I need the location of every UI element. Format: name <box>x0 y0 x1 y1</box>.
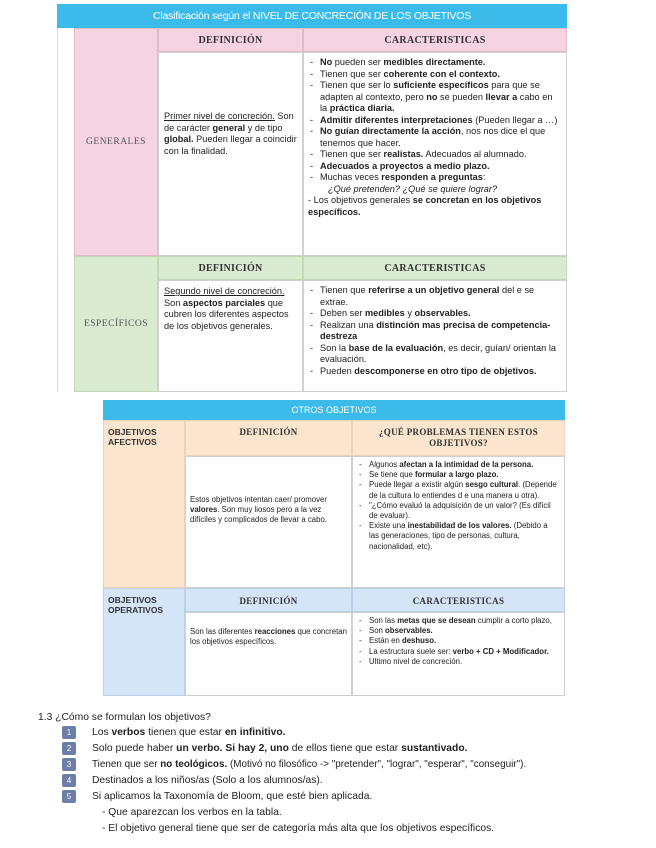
table2-title: OTROS OBJETIVOS <box>103 400 565 420</box>
especificos-label-cell <box>74 256 158 392</box>
afectivos-problems <box>352 456 565 588</box>
generales-label: GENERALES <box>86 137 146 147</box>
especificos-definition: Segundo nivel de concreción. Son aspectos parciales que cubren los diferentes aspectos de los objetivos generales. <box>158 280 303 392</box>
generales-def-text: y de tipo <box>245 122 283 133</box>
afectivos-label-cell <box>103 420 185 588</box>
list-item: 4 Destinados a los niños/as (Solo a los alumnos/as). <box>62 773 652 789</box>
list-item: - No guían directamente la acción, nos nos dice el que tenemos que hacer. <box>308 126 560 149</box>
list-item: - Ultimo nivel de concreción. <box>357 657 558 667</box>
table1-title: Clasificación según el NIVEL DE CONCRECIÓN DE LOS OBJETIVOS <box>57 4 567 28</box>
operativos-label: OBJETIVOS OPERATIVOS <box>108 595 164 615</box>
section-list <box>62 725 652 837</box>
especificos-label: ESPECÍFICOS <box>83 319 149 329</box>
list-item: - Tienen que ser coherente con el contexto. <box>308 69 560 81</box>
number-badge-icon: 2 <box>62 742 76 755</box>
list-item: - Pueden descomponerse en otro tipo de objetivos. <box>308 366 560 378</box>
operativos-caracteristicas-header: CARACTERISTICAS <box>352 588 565 612</box>
list-item: - Se tiene que formular a largo plazo. <box>357 470 558 480</box>
operativos-definicion-header: DEFINICIÓN <box>185 588 352 612</box>
operativos-definition: Son las diferentes reacciones que concretan los objetivos específicos. <box>185 612 352 696</box>
generales-definicion-header: DEFINICIÓN <box>158 28 303 52</box>
operativos-label-cell <box>103 588 185 696</box>
sub-item: - Que aparezcan los verbos en la tabla. <box>102 807 282 818</box>
list-item: - Existe una inestabilidad de los valores. (Debido a las generaciones, tipo de personas, cultura, nacionalidad, etc). <box>357 521 558 552</box>
generales-def-text: Pueden llegar a coincidir con la finalidad. <box>164 134 297 156</box>
list-item: 5 Si aplicamos la Taxonomía de Bloom, que esté bien aplicada. <box>62 789 652 805</box>
list-item: - "¿Cómo evaluó la adquisición de un valor? (Es difícil de evaluar). <box>357 501 558 521</box>
list-item: - Tienen que ser lo suficiente específicos para que se adapten al contexto, pero no se pueden llevar a cabo en la práctica diaria. <box>308 80 560 115</box>
list-item: - Tienen que ser realistas. Adecuados al alumnado. <box>308 149 560 161</box>
list-item: - Admitir diferentes interpretaciones (Pueden llegar a …) <box>308 115 560 127</box>
list-item: 3 Tienen que ser no teológicos. (Motivó no filosófico -> "pretender", "lograr", "esperar", "conseguir"). <box>62 757 652 773</box>
list-item: - Son las metas que se desean cumplir a corto plazo, <box>357 616 558 626</box>
especificos-caracteristicas-header: CARACTERISTICAS <box>303 256 567 280</box>
especificos-left-strip <box>57 256 74 392</box>
generales-def-title: Primer nivel de concreción. <box>164 111 275 121</box>
generales-summary: - Los objetivos generales se concretan en los objetivos específicos. <box>308 195 542 217</box>
list-item: - Deben ser medibles y observables. <box>308 308 560 320</box>
especificos-definicion-header: DEFINICIÓN <box>158 256 303 280</box>
number-badge-icon: 1 <box>62 726 76 739</box>
list-item: - Puede llegar a existir algún sesgo cultural. (Depende de la cultura lo entiendes d e una manera u otra). <box>357 480 558 500</box>
list-item: - Son observables. <box>357 626 558 636</box>
afectivos-definicion-header: DEFINICIÓN <box>185 420 352 456</box>
generales-caracteristicas-header: CARACTERISTICAS <box>303 28 567 52</box>
number-badge-icon: 3 <box>62 758 76 771</box>
sub-item: - El objetivo general tiene que ser de categoría más alta que los objetivos específicos. <box>102 823 495 834</box>
list-item: - Adecuados a proyectos a medio plazo. <box>308 161 560 173</box>
afectivos-label: OBJETIVOS AFECTIVOS <box>108 427 157 447</box>
generales-def-bold: global. <box>164 134 194 144</box>
number-badge-icon: 5 <box>62 790 76 803</box>
operativos-characteristics <box>352 612 565 696</box>
generales-characteristics <box>303 52 567 256</box>
list-item: 2 Solo puede haber un verbo. Si hay 2, uno de ellos tiene que estar sustantivado. <box>62 741 652 757</box>
especificos-def-title: Segundo nivel de concreción. <box>164 286 285 296</box>
generales-def-bold: general <box>212 122 246 133</box>
especificos-characteristics <box>303 280 567 392</box>
list-item: - Tienen que referirse a un objetivo general del e se extrae. <box>308 285 560 308</box>
list-item: - La estructura suele ser: verbo + CD + Modificador. <box>357 647 558 657</box>
list-item: - Están en deshuso. <box>357 636 558 646</box>
list-item: - Realizan una distinción mas precisa de competencia-destreza <box>308 320 560 343</box>
list-item: - Son la base de la evaluación, es decir, guían/ orientan la evaluación. <box>308 343 560 366</box>
generales-definition <box>158 52 303 256</box>
number-badge-icon: 4 <box>62 774 76 787</box>
afectivos-definition: Estos objetivos intentan caer/ promover valores. Son muy liosos pero a la vez difíciles y complicados de llevar a cabo. <box>185 456 352 588</box>
afectivos-problemas-header: ¿QUÉ PROBLEMAS TIENEN ESTOS OBJETIVOS? <box>352 420 565 456</box>
list-item: - Algunos afectan a la intimidad de la persona. <box>357 460 558 470</box>
section-heading: 1.3 ¿Cómo se formulan los objetivos? <box>38 712 211 723</box>
generales-label-cell <box>74 28 158 256</box>
list-item: - No pueden ser medibles directamente. <box>308 57 560 69</box>
list-item: 1 Los verbos tienen que estar en infinitivo. <box>62 725 652 741</box>
generales-def-text: Son de carácter <box>164 111 294 133</box>
generales-left-strip <box>57 28 74 256</box>
list-item: - Muchas veces responden a preguntas: ¿Qué pretenden? ¿Qué se quiere lograr? <box>308 172 560 195</box>
